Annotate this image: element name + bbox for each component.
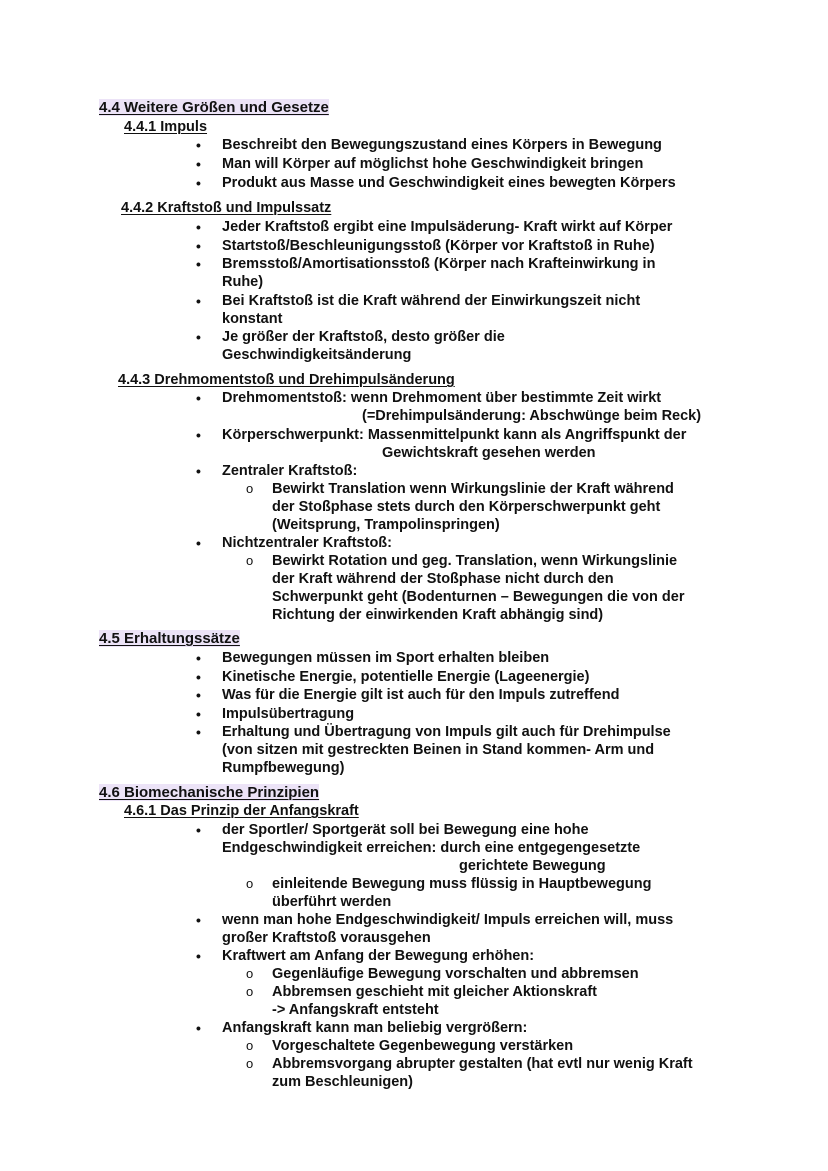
item-text: Was für die Energie gilt ist auch für den Impuls zutreffend xyxy=(222,687,620,703)
list-item xyxy=(196,426,687,462)
list-item xyxy=(196,911,674,947)
sub-list-item xyxy=(246,983,597,1019)
item-text: der Sportler/ Sportgerät soll bei Bewegung eine hohe xyxy=(222,822,589,838)
item-text: (=Drehimpulsänderung: Abschwünge beim Reck) xyxy=(362,408,702,424)
circle-bullet-icon: o xyxy=(246,876,254,891)
item-text: Kraftwert am Anfang der Bewegung erhöhen: xyxy=(222,948,535,964)
bullet-icon: • xyxy=(196,724,201,740)
item-text: Schwerpunkt geht (Bodenturnen – Bewegungen die von der xyxy=(272,589,685,605)
heading-4-6-1-text: 4.6.1 Das Prinzip der Anfangskraft xyxy=(124,803,359,819)
item-text: Nichtzentraler Kraftstoß: xyxy=(222,535,392,551)
item-text: Erhaltung und Übertragung von Impuls gilt auch für Drehimpulse xyxy=(222,724,671,740)
bullet-icon: • xyxy=(196,912,201,928)
item-text: Vorgeschaltete Gegenbewegung verstärken xyxy=(272,1038,574,1054)
item-text: Bewirkt Rotation und geg. Translation, wenn Wirkungslinie xyxy=(272,553,678,569)
list-item xyxy=(196,534,392,552)
bullet-icon: • xyxy=(196,669,201,685)
list-item xyxy=(196,389,702,425)
item-text: Je größer der Kraftstoß, desto größer die xyxy=(222,329,505,345)
item-text: Gewichtskraft gesehen werden xyxy=(382,445,596,461)
sub-list-item xyxy=(246,875,652,911)
heading-4-4-text: 4.4 Weitere Größen und Gesetze xyxy=(99,99,329,116)
bullet-icon: • xyxy=(196,293,201,309)
bullet-icon: • xyxy=(196,256,201,272)
sub-list-item xyxy=(246,965,639,983)
item-text: Drehmomentstoß: wenn Drehmoment über bestimmte Zeit wirkt xyxy=(222,390,662,406)
bullet-icon: • xyxy=(196,137,201,153)
item-text: Produkt aus Masse und Geschwindigkeit eines bewegten Körpers xyxy=(222,175,676,191)
heading-4-6-text: 4.6 Biomechanische Prinzipien xyxy=(99,784,320,801)
item-text: konstant xyxy=(222,311,283,327)
list-item xyxy=(196,237,655,255)
list-item xyxy=(196,328,505,364)
item-text: Richtung der einwirkenden Kraft abhängig sind) xyxy=(272,607,604,623)
item-text: Rumpfbewegung) xyxy=(222,760,345,776)
bullet-icon: • xyxy=(196,822,201,838)
bullet-icon: • xyxy=(196,427,201,443)
bullet-icon: • xyxy=(196,1020,201,1036)
list-item xyxy=(196,723,671,777)
list-item xyxy=(196,155,644,173)
circle-bullet-icon: o xyxy=(246,553,254,568)
bullet-icon: • xyxy=(196,706,201,722)
item-text: (von sitzen mit gestreckten Beinen in Stand kommen- Arm und xyxy=(222,742,655,758)
list-item xyxy=(196,136,662,154)
item-text: gerichtete Bewegung xyxy=(459,858,606,874)
bullet-icon: • xyxy=(196,390,201,406)
heading-4-6-1 xyxy=(124,802,359,820)
heading-4-4 xyxy=(99,99,329,117)
item-text: Ruhe) xyxy=(222,274,264,290)
item-text: -> Anfangskraft entsteht xyxy=(272,1002,439,1018)
circle-bullet-icon: o xyxy=(246,966,254,981)
item-text: Bei Kraftstoß ist die Kraft während der Einwirkungszeit nicht xyxy=(222,293,641,309)
circle-bullet-icon: o xyxy=(246,1038,254,1053)
item-text: Anfangskraft kann man beliebig vergrößern: xyxy=(222,1020,528,1036)
list-item xyxy=(196,821,641,875)
item-text: Bremsstoß/Amortisationsstoß (Körper nach Krafteinwirkung in xyxy=(222,256,656,272)
item-text: Man will Körper auf möglichst hohe Geschwindigkeit bringen xyxy=(222,156,644,172)
bullet-icon: • xyxy=(196,156,201,172)
heading-4-6 xyxy=(99,784,319,802)
list-item xyxy=(196,705,355,723)
heading-4-4-2-text: 4.4.2 Kraftstoß und Impulssatz xyxy=(121,200,332,216)
heading-4-4-3-text: 4.4.3 Drehmomentstoß und Drehimpulsänderung xyxy=(118,372,455,388)
sub-list-item xyxy=(246,552,685,624)
item-text: Abbremsen geschieht mit gleicher Aktionskraft xyxy=(272,984,597,1000)
list-item xyxy=(196,218,673,236)
bullet-icon: • xyxy=(196,329,201,345)
item-text: großer Kraftstoß vorausgehen xyxy=(222,930,431,946)
circle-bullet-icon: o xyxy=(246,481,254,496)
item-text: überführt werden xyxy=(272,894,392,910)
item-text: Beschreibt den Bewegungszustand eines Körpers in Bewegung xyxy=(222,137,662,153)
sub-list-item xyxy=(246,1055,693,1091)
circle-bullet-icon: o xyxy=(246,1056,254,1071)
list-item xyxy=(196,649,550,667)
item-text: Körperschwerpunkt: Massenmittelpunkt kann als Angriffspunkt der xyxy=(222,427,687,443)
bullet-icon: • xyxy=(196,463,201,479)
heading-4-5-text: 4.5 Erhaltungssätze xyxy=(99,630,240,647)
item-text: (Weitsprung, Trampolinspringen) xyxy=(272,517,500,533)
item-text: wenn man hohe Endgeschwindigkeit/ Impuls erreichen will, muss xyxy=(222,912,674,928)
item-text: zum Beschleunigen) xyxy=(272,1074,413,1090)
item-text: Startstoß/Beschleunigungsstoß (Körper vor Kraftstoß in Ruhe) xyxy=(222,238,655,254)
bullet-icon: • xyxy=(196,535,201,551)
item-text: Jeder Kraftstoß ergibt eine Impulsäderung- Kraft wirkt auf Körper xyxy=(222,219,673,235)
heading-4-4-2 xyxy=(121,199,331,217)
list-item xyxy=(196,462,358,480)
item-text: der Kraft während der Stoßphase nicht durch den xyxy=(272,571,614,587)
item-text: Bewirkt Translation wenn Wirkungslinie der Kraft während xyxy=(272,481,674,497)
list-item xyxy=(196,174,676,192)
list-item xyxy=(196,668,590,686)
bullet-icon: • xyxy=(196,948,201,964)
item-text: Abbremsvorgang abrupter gestalten (hat evtl nur wenig Kraft xyxy=(272,1056,693,1072)
list-item xyxy=(196,292,641,328)
bullet-icon: • xyxy=(196,175,201,191)
item-text: Geschwindigkeitsänderung xyxy=(222,347,412,363)
sub-list-item xyxy=(246,1037,574,1055)
item-text: Bewegungen müssen im Sport erhalten bleiben xyxy=(222,650,550,666)
list-item xyxy=(196,686,620,704)
bullet-icon: • xyxy=(196,219,201,235)
item-text: Kinetische Energie, potentielle Energie (Lageenergie) xyxy=(222,669,590,685)
bullet-icon: • xyxy=(196,238,201,254)
list-item xyxy=(196,255,656,291)
item-text: der Stoßphase stets durch den Körperschwerpunkt geht xyxy=(272,499,661,515)
bullet-icon: • xyxy=(196,687,201,703)
sub-list-item xyxy=(246,480,674,534)
heading-4-4-3 xyxy=(118,371,455,389)
item-text: Endgeschwindigkeit erreichen: durch eine entgegengesetzte xyxy=(222,840,641,856)
item-text: einleitende Bewegung muss flüssig in Hauptbewegung xyxy=(272,876,652,892)
bullet-icon: • xyxy=(196,650,201,666)
heading-4-4-1 xyxy=(124,118,207,136)
circle-bullet-icon: o xyxy=(246,984,254,999)
list-item xyxy=(196,1019,528,1037)
item-text: Zentraler Kraftstoß: xyxy=(222,463,358,479)
heading-4-5 xyxy=(99,630,240,648)
list-item xyxy=(196,947,535,965)
item-text: Impulsübertragung xyxy=(222,706,355,722)
heading-4-4-1-text: 4.4.1 Impuls xyxy=(124,119,208,135)
item-text: Gegenläufige Bewegung vorschalten und abbremsen xyxy=(272,966,639,982)
